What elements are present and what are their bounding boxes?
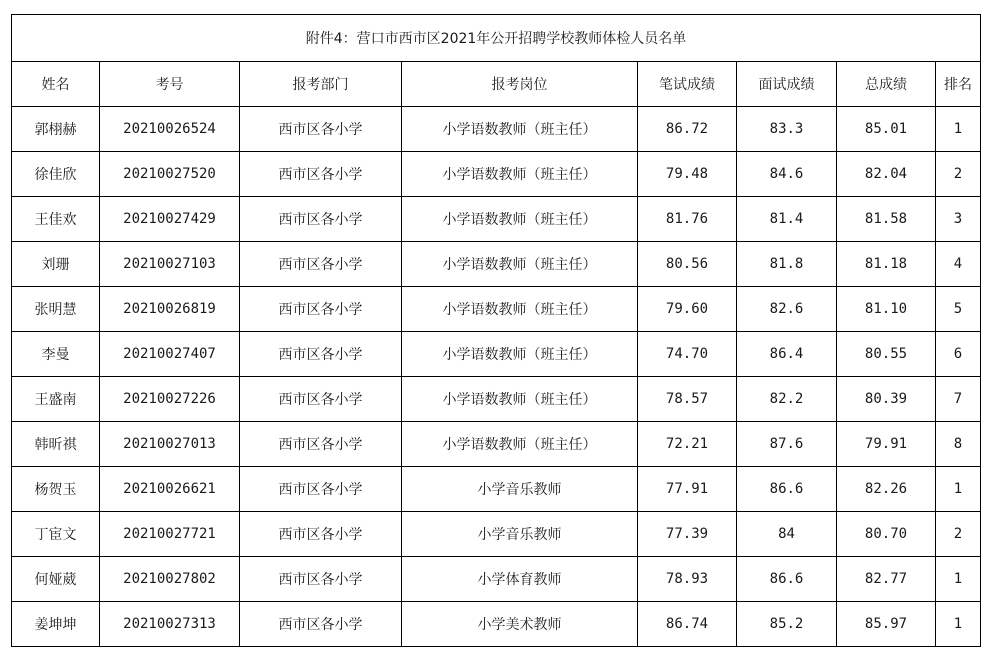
cell-dept: 西市区各小学 [240,242,402,287]
cell-id: 20210027429 [100,197,240,242]
cell-interview: 86.4 [737,332,837,377]
cell-id: 20210027802 [100,557,240,602]
cell-position: 小学语数教师（班主任） [402,152,638,197]
cell-id: 20210026524 [100,107,240,152]
cell-position: 小学体育教师 [402,557,638,602]
table-row [12,287,981,332]
cell-dept: 西市区各小学 [240,377,402,422]
cell-written: 74.70 [638,332,737,377]
cell-dept: 西市区各小学 [240,197,402,242]
table-row [12,197,981,242]
cell-rank: 8 [936,422,981,467]
table-row [12,332,981,377]
cell-total: 80.39 [837,377,936,422]
cell-dept: 西市区各小学 [240,422,402,467]
cell-name: 姜坤坤 [12,602,100,647]
header-rank: 排名 [936,62,981,107]
cell-dept: 西市区各小学 [240,602,402,647]
cell-name: 刘珊 [12,242,100,287]
header-interview: 面试成绩 [737,62,837,107]
cell-written: 86.72 [638,107,737,152]
cell-dept: 西市区各小学 [240,107,402,152]
cell-interview: 84.6 [737,152,837,197]
cell-written: 79.48 [638,152,737,197]
cell-rank: 6 [936,332,981,377]
cell-rank: 1 [936,467,981,512]
table-row [12,152,981,197]
cell-position: 小学语数教师（班主任） [402,377,638,422]
cell-written: 78.57 [638,377,737,422]
candidate-table [11,14,981,647]
cell-id: 20210026819 [100,287,240,332]
cell-id: 20210027226 [100,377,240,422]
cell-rank: 4 [936,242,981,287]
cell-position: 小学语数教师（班主任） [402,332,638,377]
cell-interview: 81.8 [737,242,837,287]
cell-written: 80.56 [638,242,737,287]
header-dept: 报考部门 [240,62,402,107]
cell-total: 81.18 [837,242,936,287]
cell-written: 81.76 [638,197,737,242]
cell-id: 20210027520 [100,152,240,197]
cell-interview: 82.6 [737,287,837,332]
cell-position: 小学美术教师 [402,602,638,647]
table-row [12,107,981,152]
table-row [12,422,981,467]
cell-name: 徐佳欣 [12,152,100,197]
table-row [12,242,981,287]
cell-dept: 西市区各小学 [240,152,402,197]
cell-rank: 3 [936,197,981,242]
cell-rank: 1 [936,107,981,152]
cell-name: 王盛南 [12,377,100,422]
header-position: 报考岗位 [402,62,638,107]
cell-total: 82.04 [837,152,936,197]
cell-position: 小学语数教师（班主任） [402,107,638,152]
cell-name: 李曼 [12,332,100,377]
header-id: 考号 [100,62,240,107]
cell-interview: 86.6 [737,467,837,512]
cell-written: 86.74 [638,602,737,647]
cell-name: 丁宦文 [12,512,100,557]
cell-rank: 1 [936,602,981,647]
cell-total: 81.10 [837,287,936,332]
cell-interview: 85.2 [737,602,837,647]
table-title: 附件4：营口市西市区2021年公开招聘学校教师体检人员名单 [12,15,981,62]
table-row [12,512,981,557]
cell-position: 小学语数教师（班主任） [402,287,638,332]
cell-rank: 5 [936,287,981,332]
cell-id: 20210027103 [100,242,240,287]
cell-written: 79.60 [638,287,737,332]
cell-name: 韩昕祺 [12,422,100,467]
table-row [12,377,981,422]
cell-rank: 1 [936,557,981,602]
cell-total: 85.01 [837,107,936,152]
cell-id: 20210027721 [100,512,240,557]
cell-interview: 83.3 [737,107,837,152]
cell-written: 77.39 [638,512,737,557]
cell-name: 王佳欢 [12,197,100,242]
cell-position: 小学音乐教师 [402,512,638,557]
cell-interview: 86.6 [737,557,837,602]
cell-total: 80.55 [837,332,936,377]
cell-dept: 西市区各小学 [240,512,402,557]
cell-rank: 2 [936,152,981,197]
cell-total: 85.97 [837,602,936,647]
cell-id: 20210027407 [100,332,240,377]
cell-position: 小学语数教师（班主任） [402,197,638,242]
header-name: 姓名 [12,62,100,107]
cell-written: 78.93 [638,557,737,602]
cell-rank: 2 [936,512,981,557]
cell-position: 小学语数教师（班主任） [402,242,638,287]
cell-dept: 西市区各小学 [240,467,402,512]
cell-total: 79.91 [837,422,936,467]
cell-total: 82.77 [837,557,936,602]
cell-dept: 西市区各小学 [240,557,402,602]
table-row [12,557,981,602]
cell-interview: 81.4 [737,197,837,242]
cell-name: 张明慧 [12,287,100,332]
cell-interview: 82.2 [737,377,837,422]
cell-total: 80.70 [837,512,936,557]
cell-written: 72.21 [638,422,737,467]
cell-rank: 7 [936,377,981,422]
cell-written: 77.91 [638,467,737,512]
cell-total: 82.26 [837,467,936,512]
cell-id: 20210027313 [100,602,240,647]
cell-position: 小学音乐教师 [402,467,638,512]
cell-name: 杨贺玉 [12,467,100,512]
header-total: 总成绩 [837,62,936,107]
table-row [12,602,981,647]
header-written: 笔试成绩 [638,62,737,107]
cell-interview: 87.6 [737,422,837,467]
cell-interview: 84 [737,512,837,557]
cell-dept: 西市区各小学 [240,332,402,377]
table-row [12,467,981,512]
header-row [12,62,981,107]
cell-name: 郭栩赫 [12,107,100,152]
cell-total: 81.58 [837,197,936,242]
cell-id: 20210027013 [100,422,240,467]
cell-dept: 西市区各小学 [240,287,402,332]
cell-position: 小学语数教师（班主任） [402,422,638,467]
cell-id: 20210026621 [100,467,240,512]
cell-name: 何娅葳 [12,557,100,602]
